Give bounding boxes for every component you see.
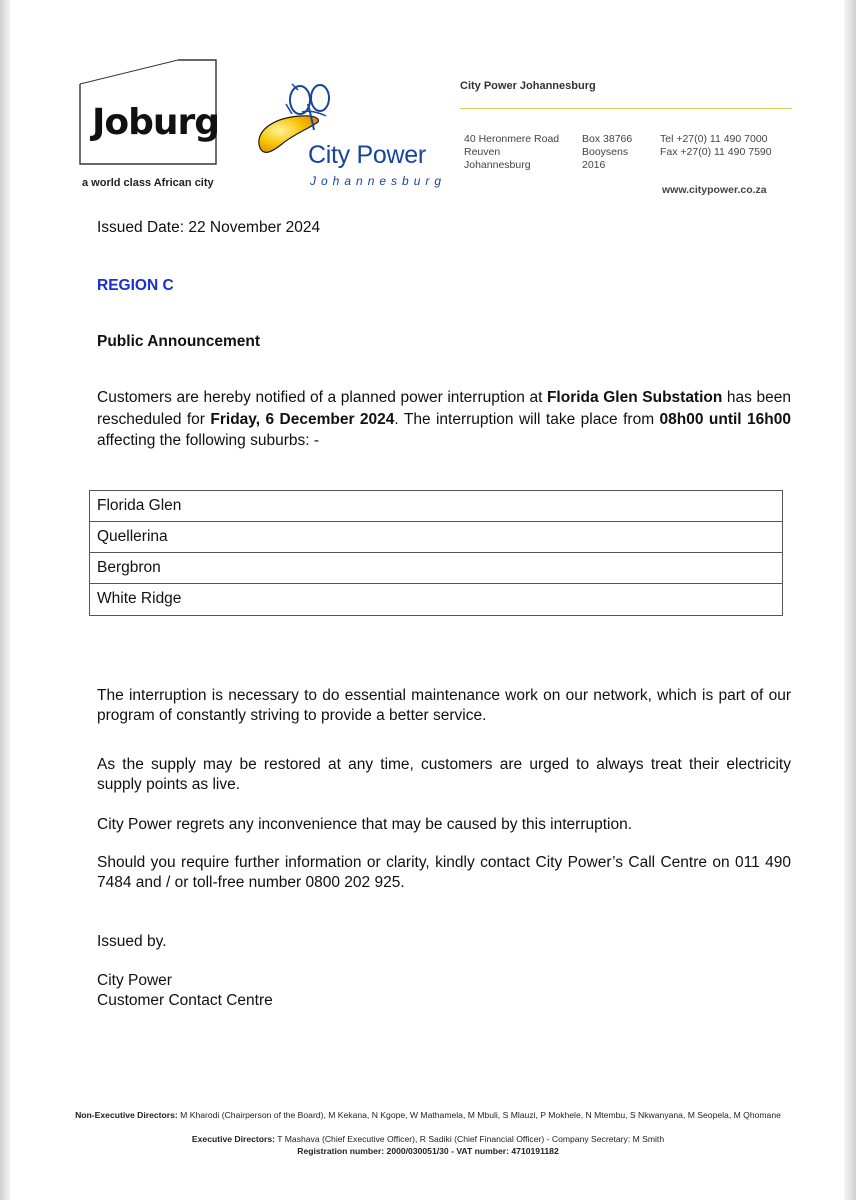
- substation-name: Florida Glen Substation: [546, 389, 723, 406]
- signatory-org: City Power: [97, 972, 172, 989]
- intro-text: has been rescheduled for: [97, 389, 791, 428]
- intro-text: affecting the following suburbs: -: [97, 432, 320, 449]
- maintenance-paragraph: The interruption is necessary to do essential maintenance work on our network, which is part of our program of constantly striving to provide a better service.: [97, 687, 791, 724]
- citypower-logo-sub: Johannesburg: [310, 174, 447, 188]
- contact-block: [660, 133, 772, 159]
- postal-line: Booysens: [582, 146, 629, 158]
- suburb-cell: Quellerina: [90, 522, 783, 553]
- address-line: Johannesburg: [464, 159, 531, 171]
- exec-names: T Mashava (Chief Executive Officer), R Sadiki (Chief Financial Officer) - Company Secretary: M Smith: [275, 1134, 665, 1144]
- suburbs-table: [89, 490, 783, 616]
- intro-text: Customers are hereby notified of a planned power interruption at: [97, 389, 547, 406]
- signatory: [97, 971, 273, 1011]
- vat-label: VAT number:: [456, 1146, 510, 1156]
- suburb-cell: White Ridge: [90, 584, 783, 616]
- suburb-cell: Bergbron: [90, 553, 783, 584]
- table-row: [90, 584, 783, 616]
- interruption-date: Friday, 6 December 2024: [210, 410, 395, 428]
- joburg-logo: [78, 58, 218, 166]
- postal-line: 2016: [582, 159, 606, 171]
- region-heading: REGION C: [97, 277, 174, 294]
- exec-directors: [0, 1134, 856, 1145]
- phone-line: Tel +27(0) 11 490 7000: [660, 133, 768, 145]
- nonexec-names: M Kharodi (Chairperson of the Board), M Kekana, N Kgope, W Mathamela, M Mbuli, S Mlauzi, P Mokhele, N Mtembu, S Nkwanyana, M Seopela, M Qhomane: [177, 1110, 781, 1120]
- page-edge-left: [0, 0, 10, 1200]
- postal-line: Box 38766: [582, 133, 633, 145]
- address-line: 40 Heronmere Road: [464, 133, 560, 145]
- address-block: [464, 133, 559, 172]
- suburb-cell: Florida Glen: [90, 491, 783, 522]
- interruption-time: 08h00 until 16h00: [659, 410, 791, 428]
- table-row: [90, 491, 783, 522]
- table-row: [90, 553, 783, 584]
- nonexec-directors: [48, 1110, 808, 1121]
- issued-by-label: Issued by.: [97, 933, 167, 950]
- company-name: City Power Johannesburg: [460, 80, 596, 92]
- announcement-heading: Public Announcement: [97, 333, 261, 350]
- intro-paragraph: [97, 387, 791, 452]
- header-divider: [460, 108, 792, 109]
- reg-separator: -: [448, 1146, 457, 1156]
- address-line: Reuven: [464, 146, 501, 158]
- vat-value: 4710191182: [509, 1146, 559, 1156]
- joburg-logo-text: Joburg: [92, 102, 220, 143]
- regret-paragraph: City Power regrets any inconvenience that may be caused by this interruption.: [97, 816, 633, 833]
- intro-text: . The interruption will take place from: [394, 410, 660, 428]
- citypower-logo-name: City Power: [308, 141, 426, 169]
- signatory-dept: Customer Contact Centre: [97, 992, 273, 1009]
- joburg-tagline: a world class African city: [82, 177, 214, 189]
- page-edge-right: [844, 0, 856, 1200]
- reg-value: 2000/030051/30: [384, 1146, 449, 1156]
- postal-block: [582, 133, 632, 172]
- reg-label: Registration number:: [297, 1146, 385, 1156]
- issued-date: Issued Date: 22 November 2024: [97, 219, 321, 236]
- fax-line: Fax +27(0) 11 490 7590: [660, 146, 772, 158]
- contact-paragraph: Should you require further information or clarity, kindly contact City Power’s Call Centre on 011 490 7484 and / or toll-free number 0800 202 925.: [97, 854, 791, 891]
- exec-label: Executive Directors:: [191, 1134, 276, 1144]
- nonexec-label: Non-Executive Directors:: [75, 1110, 178, 1120]
- website-link[interactable]: www.citypower.co.za: [662, 184, 767, 196]
- registration-line: [0, 1146, 856, 1157]
- table-row: [90, 522, 783, 553]
- supply-paragraph: As the supply may be restored at any time, customers are urged to always treat their electricity supply points as live.: [97, 756, 791, 793]
